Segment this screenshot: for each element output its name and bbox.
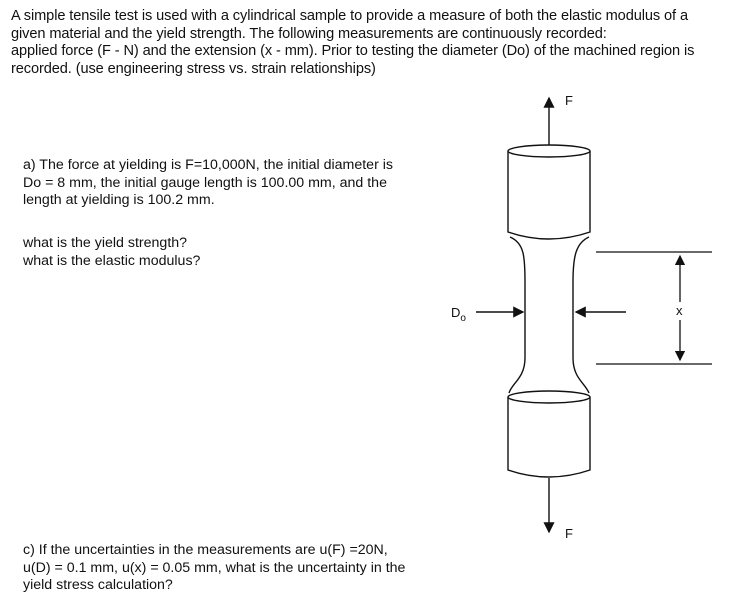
intro-line-1: A simple tensile test is used with a cylindrical sample to provide a measure of both the elastic modulus of a xyxy=(11,8,688,24)
extension-label: x xyxy=(676,303,683,318)
top-force-label: F xyxy=(565,93,573,108)
intro-line-2: given material and the yield strength. The following measurements are continuously recorded: xyxy=(11,25,607,42)
question-c-line-3: yield stress calculation? xyxy=(23,577,173,593)
question-b-line-1: what is the yield strength? xyxy=(23,235,188,251)
question-a-line-1: a) The force at yielding is F=10,000N, the initial diameter is xyxy=(23,157,393,173)
question-a-line-3: length at yielding is 100.2 mm. xyxy=(23,192,215,208)
question-b xyxy=(23,235,423,270)
gauge-section xyxy=(509,237,589,393)
intro-line-4: recorded. (use engineering stress vs. strain relationships) xyxy=(11,60,376,77)
question-c-line-2: u(D) = 0.1 mm, u(x) = 0.05 mm, what is the uncertainty in the xyxy=(23,559,406,576)
top-grip xyxy=(508,145,590,239)
bottom-force-label: F xyxy=(565,526,573,541)
intro-line-3: applied force (F - N) and the extension (x - mm). Prior to testing the diameter (Do) of the machined region is xyxy=(11,43,695,60)
diameter-label: $D_o$ xyxy=(451,305,466,324)
question-c xyxy=(23,542,443,595)
problem-intro xyxy=(11,8,733,78)
question-c-line-1: c) If the uncertainties in the measurements are u(F) =20N, xyxy=(23,542,388,558)
bottom-grip xyxy=(508,391,590,477)
question-a-line-2: Do = 8 mm, the initial gauge length is 100.00 mm, and the xyxy=(23,174,387,191)
question-a xyxy=(23,157,423,210)
question-b-line-2: what is the elastic modulus? xyxy=(23,252,201,269)
